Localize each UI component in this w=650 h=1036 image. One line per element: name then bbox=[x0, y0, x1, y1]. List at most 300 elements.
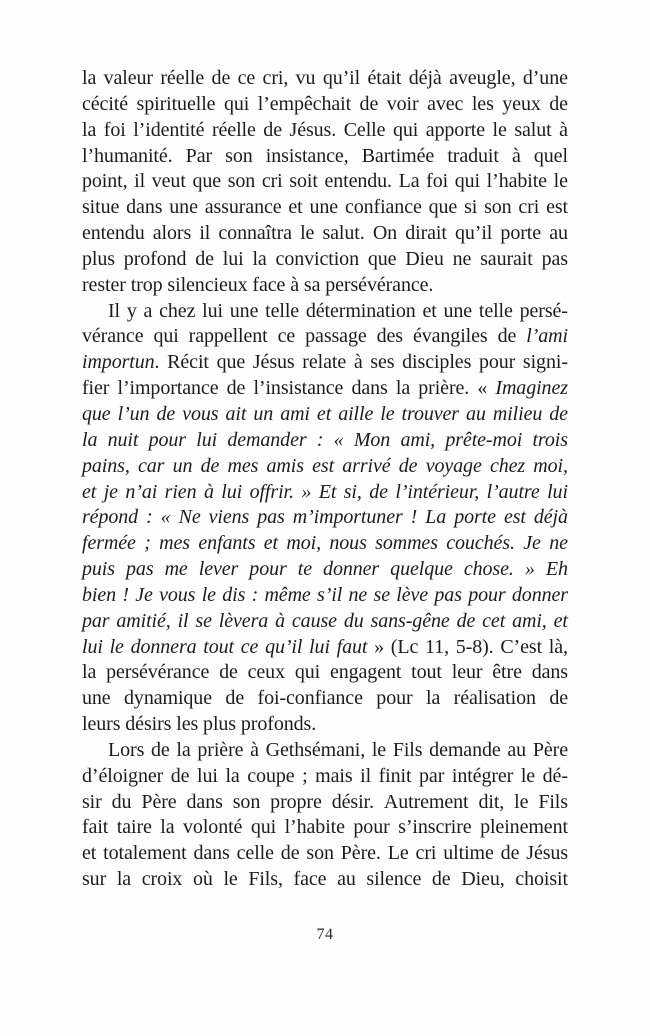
word: l’autre bbox=[486, 480, 540, 503]
word: foi bbox=[426, 170, 449, 193]
word: je bbox=[103, 480, 118, 503]
word: une bbox=[169, 196, 198, 219]
word: Ne bbox=[178, 506, 201, 529]
word: Jésus bbox=[252, 351, 295, 374]
word: milieu bbox=[492, 402, 543, 425]
word: demander bbox=[227, 428, 307, 451]
word: l’insistance bbox=[253, 377, 344, 400]
word: traduit bbox=[447, 144, 499, 167]
word: cri, bbox=[262, 67, 289, 89]
text-line bbox=[82, 583, 568, 609]
word: si bbox=[464, 196, 478, 219]
word: taire bbox=[116, 816, 152, 839]
word: Récit bbox=[167, 351, 209, 374]
text-line bbox=[82, 350, 568, 376]
word: faut bbox=[336, 635, 368, 658]
word: cri bbox=[261, 170, 283, 193]
word: de bbox=[549, 687, 568, 710]
word: enfants bbox=[198, 532, 256, 555]
word: l’identité bbox=[133, 118, 205, 141]
word: fait bbox=[82, 816, 109, 839]
word: ; bbox=[302, 764, 308, 787]
word: Je bbox=[523, 532, 541, 555]
word: qu’il bbox=[322, 67, 361, 89]
word: fermée bbox=[82, 532, 136, 555]
word: lui bbox=[196, 428, 218, 451]
word: vérance bbox=[82, 325, 144, 348]
word: prière bbox=[197, 738, 244, 761]
page-number: 74 bbox=[316, 926, 334, 943]
word: trouver bbox=[401, 402, 459, 425]
text-line bbox=[82, 815, 568, 841]
word: entendu. bbox=[324, 170, 392, 193]
word: a bbox=[143, 299, 153, 322]
word: le bbox=[553, 170, 568, 193]
word: dit, bbox=[478, 790, 505, 813]
word: mais bbox=[315, 764, 353, 787]
word: de bbox=[195, 247, 214, 270]
word: ne bbox=[348, 583, 368, 606]
word: Père bbox=[532, 738, 568, 761]
word: l’habite bbox=[486, 170, 547, 193]
word: de bbox=[211, 67, 231, 89]
word: réalisation bbox=[453, 687, 536, 710]
word: spirituelle bbox=[136, 92, 216, 115]
word: Dieu bbox=[405, 247, 444, 270]
word: quel bbox=[533, 144, 568, 167]
word: et bbox=[422, 299, 437, 322]
word: de bbox=[170, 764, 190, 787]
word: volonté bbox=[183, 816, 243, 839]
word: leur bbox=[451, 661, 483, 684]
text-line bbox=[82, 531, 568, 557]
word: par bbox=[419, 764, 445, 787]
text-line bbox=[82, 402, 568, 428]
word: Et bbox=[318, 480, 337, 503]
word: car bbox=[137, 454, 165, 477]
word: ait bbox=[225, 402, 247, 425]
word: l’intérieur, bbox=[395, 480, 480, 503]
word: du bbox=[111, 790, 132, 813]
word: choisit bbox=[515, 868, 568, 891]
word: couchés. bbox=[446, 532, 515, 555]
word: la bbox=[395, 377, 411, 400]
word: pour bbox=[249, 558, 287, 581]
word: ! bbox=[122, 583, 129, 606]
word: il bbox=[199, 222, 211, 245]
word: est bbox=[503, 506, 526, 529]
word: lui bbox=[202, 299, 223, 322]
text-line bbox=[82, 324, 568, 350]
word: Fils bbox=[538, 790, 568, 813]
word: finit bbox=[378, 764, 412, 787]
word: « bbox=[477, 377, 488, 400]
word: se bbox=[195, 609, 212, 632]
word: pour bbox=[468, 583, 506, 606]
word: Jésus. bbox=[289, 118, 337, 141]
word: face bbox=[293, 868, 327, 891]
word: Par bbox=[185, 144, 213, 167]
word: le bbox=[371, 738, 387, 761]
word: La bbox=[425, 506, 447, 529]
text-line bbox=[82, 635, 568, 661]
word: la bbox=[176, 738, 191, 761]
word: yeux bbox=[502, 92, 541, 115]
word: apporte bbox=[425, 118, 486, 141]
word: un bbox=[172, 454, 193, 477]
word: qui bbox=[392, 118, 419, 141]
word: te bbox=[297, 558, 312, 581]
word: signi- bbox=[522, 351, 568, 374]
word: arrivé bbox=[342, 454, 391, 477]
word: Jésus bbox=[526, 842, 568, 865]
page-text bbox=[82, 66, 568, 893]
word: si, bbox=[343, 480, 362, 503]
word: voyage bbox=[425, 454, 482, 477]
word: de bbox=[456, 609, 476, 632]
word: qui bbox=[454, 170, 481, 193]
word: où bbox=[192, 868, 213, 891]
word: La bbox=[398, 170, 420, 193]
word: le bbox=[300, 222, 315, 245]
text-line bbox=[82, 790, 568, 816]
word: des bbox=[376, 325, 403, 348]
word: pour bbox=[148, 428, 186, 451]
word: le bbox=[380, 402, 395, 425]
word: aveugle, bbox=[449, 67, 516, 89]
word: Fils, bbox=[248, 868, 283, 891]
word: que bbox=[428, 196, 458, 219]
word: la bbox=[82, 661, 97, 684]
word: son bbox=[225, 144, 253, 167]
word: : bbox=[146, 506, 153, 529]
text-line bbox=[82, 867, 568, 893]
word: qui bbox=[223, 92, 250, 115]
word: par bbox=[82, 609, 110, 632]
word: l’habite bbox=[284, 816, 345, 839]
word: le bbox=[109, 635, 124, 658]
word: de bbox=[219, 661, 238, 684]
word: amis bbox=[266, 454, 304, 477]
word: le bbox=[520, 764, 536, 787]
word: la bbox=[82, 428, 98, 451]
text-line: rester trop silencieux face à sa persévérance. bbox=[82, 273, 434, 296]
word: salut. bbox=[322, 222, 365, 245]
word: importun. bbox=[82, 351, 160, 374]
word: Je bbox=[135, 583, 153, 606]
word: Eh bbox=[545, 558, 568, 581]
word: lui bbox=[222, 247, 244, 270]
word: amitié, bbox=[116, 609, 171, 632]
word: sommes bbox=[375, 532, 438, 555]
word: son bbox=[227, 170, 256, 193]
word: pour bbox=[376, 687, 413, 710]
word: ; bbox=[144, 532, 151, 555]
word: silence bbox=[366, 868, 422, 891]
word: ultime bbox=[443, 842, 494, 865]
word: qui bbox=[153, 325, 179, 348]
text-line bbox=[82, 686, 568, 712]
word: disciples bbox=[402, 351, 472, 374]
word: pas bbox=[541, 247, 568, 270]
text-line bbox=[82, 428, 568, 454]
word: 5-8). bbox=[455, 635, 494, 658]
word: veut bbox=[151, 170, 186, 193]
paragraph bbox=[82, 738, 568, 893]
word: aille bbox=[338, 402, 374, 425]
text-line bbox=[82, 169, 568, 195]
word: déjà bbox=[408, 67, 442, 89]
text-line bbox=[82, 609, 568, 635]
word: vu bbox=[295, 67, 316, 89]
word: chez bbox=[159, 299, 196, 322]
word: de bbox=[151, 738, 170, 761]
word: pas bbox=[126, 558, 154, 581]
word: intégrer bbox=[451, 764, 514, 787]
word: totalement bbox=[103, 842, 187, 865]
word: Père bbox=[141, 790, 177, 813]
text-line bbox=[82, 764, 568, 790]
word: de bbox=[398, 454, 418, 477]
word: de bbox=[226, 377, 246, 400]
word: demande bbox=[429, 738, 501, 761]
word: la bbox=[252, 247, 267, 270]
paragraph bbox=[82, 66, 568, 299]
word: porte bbox=[454, 506, 496, 529]
word: est bbox=[312, 454, 335, 477]
word: une bbox=[309, 196, 339, 219]
word: profond bbox=[123, 247, 187, 270]
text-line bbox=[82, 92, 568, 118]
word: le bbox=[514, 790, 529, 813]
word: sir bbox=[82, 790, 102, 813]
word: l’humanité. bbox=[82, 144, 173, 167]
word: donnera bbox=[130, 635, 197, 658]
paragraph bbox=[82, 299, 568, 738]
word: pour bbox=[478, 351, 516, 374]
word: Il bbox=[108, 299, 121, 322]
word: le bbox=[201, 583, 216, 606]
word: chose. bbox=[463, 558, 514, 581]
word: lui bbox=[221, 480, 243, 503]
word: se bbox=[373, 583, 390, 606]
word: lever bbox=[198, 558, 239, 581]
word: bien bbox=[82, 583, 117, 606]
word: de bbox=[225, 687, 245, 710]
word: dé- bbox=[542, 764, 568, 787]
text-line bbox=[82, 118, 568, 144]
word: telle bbox=[265, 299, 300, 322]
word: valeur bbox=[103, 67, 153, 89]
word: Lors bbox=[108, 738, 145, 761]
word: que bbox=[192, 170, 222, 193]
word: dynamique bbox=[124, 687, 212, 710]
word: qu’il bbox=[265, 635, 303, 658]
word: tout bbox=[411, 661, 442, 684]
word: lui bbox=[547, 480, 568, 503]
word: lève bbox=[396, 583, 429, 606]
word: ! bbox=[410, 506, 418, 529]
word: et bbox=[82, 480, 97, 503]
text-line bbox=[82, 247, 568, 273]
word: de bbox=[549, 402, 568, 425]
word: offrir. bbox=[249, 480, 294, 503]
word: même bbox=[264, 583, 311, 606]
word: moi, bbox=[286, 532, 321, 555]
word: ami, bbox=[512, 609, 547, 632]
word: que bbox=[367, 247, 397, 270]
word: cri bbox=[518, 196, 540, 219]
word: l’un bbox=[117, 402, 150, 425]
word: persé- bbox=[519, 299, 568, 322]
word: vous bbox=[159, 583, 196, 606]
word: donner bbox=[511, 583, 568, 606]
word: engagent bbox=[329, 661, 402, 684]
word: s’inscrire bbox=[398, 816, 472, 839]
text-line bbox=[82, 144, 568, 170]
word: fier bbox=[82, 377, 110, 400]
word: Gethsémani, bbox=[265, 738, 366, 761]
word: moi, bbox=[533, 454, 568, 477]
word: que bbox=[216, 351, 246, 374]
word: me bbox=[164, 558, 188, 581]
word: relate bbox=[302, 351, 347, 374]
word: et bbox=[263, 532, 279, 555]
word: cause bbox=[291, 609, 337, 632]
word: la bbox=[82, 67, 97, 89]
word: cet bbox=[482, 609, 506, 632]
word: lèvera bbox=[218, 609, 269, 632]
word: à bbox=[203, 480, 214, 503]
word: son bbox=[484, 196, 512, 219]
word: m’importuner bbox=[292, 506, 403, 529]
text-line bbox=[82, 557, 568, 583]
word: au bbox=[507, 738, 527, 761]
word: entendu bbox=[82, 222, 145, 245]
word: la bbox=[160, 816, 175, 839]
word: d’éloigner bbox=[82, 764, 164, 787]
word: (Lc bbox=[390, 635, 419, 658]
word: saurait bbox=[480, 247, 533, 270]
word: de bbox=[369, 480, 388, 503]
word: l’importance bbox=[117, 377, 219, 400]
word: et bbox=[82, 842, 97, 865]
word: Dieu, bbox=[461, 868, 505, 891]
word: foi bbox=[103, 118, 126, 141]
word: pleinement bbox=[480, 816, 568, 839]
word: soit bbox=[289, 170, 318, 193]
word: de bbox=[280, 842, 300, 865]
word: pas bbox=[257, 506, 285, 529]
word: détermination bbox=[305, 299, 416, 322]
word: Imaginez bbox=[495, 377, 568, 400]
word: d’une bbox=[522, 67, 568, 89]
word: salut bbox=[514, 118, 552, 141]
word: pains, bbox=[82, 454, 130, 477]
word: persévérance bbox=[106, 661, 210, 684]
text-line bbox=[82, 299, 568, 325]
word: une bbox=[229, 299, 259, 322]
word: ne bbox=[452, 247, 472, 270]
text-line bbox=[82, 376, 568, 402]
word: le bbox=[223, 868, 238, 891]
word: lui bbox=[82, 635, 103, 658]
text-line bbox=[82, 480, 568, 506]
text-line bbox=[82, 66, 568, 92]
word: dans bbox=[126, 196, 163, 219]
text-line bbox=[82, 505, 568, 531]
word: » bbox=[301, 480, 312, 503]
word: de bbox=[500, 842, 520, 865]
word: ce bbox=[240, 635, 259, 658]
word: y bbox=[126, 299, 137, 322]
word: sur bbox=[82, 868, 107, 891]
word: évangiles bbox=[412, 325, 488, 348]
word: de bbox=[497, 325, 517, 348]
word: C’est bbox=[500, 635, 543, 658]
word: foi-confiance bbox=[257, 687, 363, 710]
word: à bbox=[250, 738, 259, 761]
word: mes bbox=[159, 532, 190, 555]
word: de bbox=[200, 454, 220, 477]
word: une bbox=[82, 687, 111, 710]
word: dis bbox=[222, 583, 246, 606]
word: l’ami bbox=[526, 325, 568, 348]
word: au bbox=[337, 868, 356, 891]
word: On bbox=[372, 222, 398, 245]
word: puis bbox=[82, 558, 115, 581]
word: et bbox=[316, 402, 332, 425]
word: les bbox=[471, 92, 494, 115]
word: rappellent bbox=[188, 325, 268, 348]
word: » bbox=[524, 558, 535, 581]
word: il bbox=[134, 170, 146, 193]
word: viens bbox=[208, 506, 250, 529]
word: insistance, bbox=[265, 144, 349, 167]
word: Bartimée bbox=[361, 144, 435, 167]
word: point, bbox=[82, 170, 128, 193]
word: la bbox=[225, 764, 240, 787]
text-line bbox=[82, 454, 568, 480]
word: ce bbox=[237, 67, 256, 89]
word: porte bbox=[500, 222, 542, 245]
word: l’empêchait bbox=[257, 92, 352, 115]
word: 11, bbox=[425, 635, 449, 658]
word: était bbox=[367, 67, 402, 89]
word: et bbox=[553, 609, 568, 632]
word: plus bbox=[82, 247, 115, 270]
word: prête-moi bbox=[445, 428, 523, 451]
word: pas bbox=[434, 583, 462, 606]
word: de bbox=[263, 118, 282, 141]
word: ne bbox=[549, 532, 568, 555]
word: qu’il bbox=[454, 222, 493, 245]
word: trois bbox=[532, 428, 568, 451]
word: telle bbox=[478, 299, 513, 322]
word: avec bbox=[427, 92, 464, 115]
word: ceux bbox=[247, 661, 285, 684]
text-line bbox=[82, 738, 568, 764]
word: une bbox=[443, 299, 473, 322]
word: cri bbox=[415, 842, 437, 865]
word: : bbox=[251, 583, 259, 606]
word: dans bbox=[531, 661, 568, 684]
word: qui bbox=[294, 661, 321, 684]
text-line bbox=[82, 221, 568, 247]
word: voir bbox=[386, 92, 419, 115]
word: prière. bbox=[418, 377, 470, 400]
word: passage bbox=[305, 325, 367, 348]
